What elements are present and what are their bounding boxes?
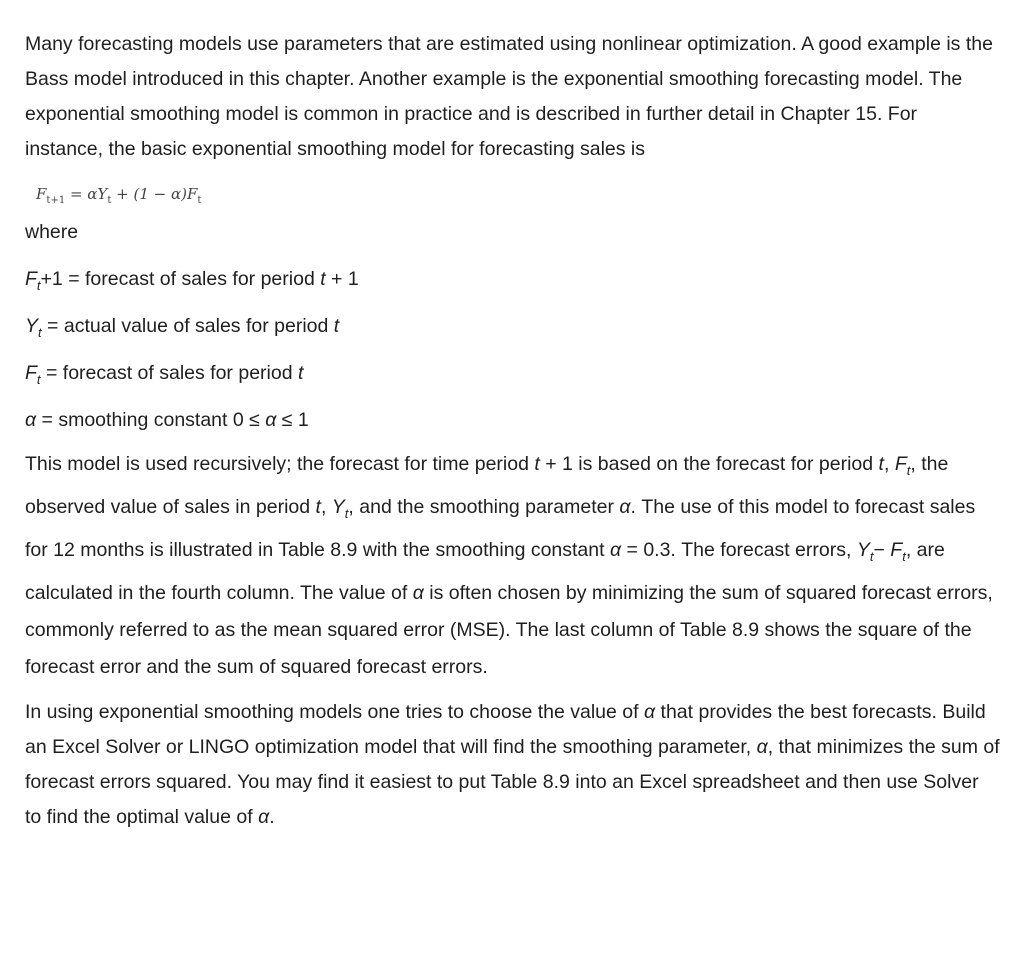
task-paragraph xyxy=(25,695,1000,835)
italic-sub: t xyxy=(902,548,906,564)
def-subscript: t xyxy=(36,371,41,387)
text-span: , that minimizes the sum of forecast errors squared. You may find it easiest to put Table 8.9 into an Excel spreadsheet and then use Solver to find the optimal value of xyxy=(25,735,1000,828)
def-var: t xyxy=(297,362,304,384)
def-text: = forecast of sales for period xyxy=(40,362,298,384)
text-span: , xyxy=(883,453,895,475)
italic-var: F xyxy=(894,453,907,475)
intro-paragraph: Many forecasting models use parameters that are estimated using nonlinear optimization. A good example is the Bass model introduced in this chapter. Another example is the exponential smoothing forecasting model. The exponential smoothing model is common in practice and is described in further detail in Chapter 15. For instance, the basic exponential smoothing model for forecasting sales is xyxy=(25,33,993,160)
recursive-model-paragraph xyxy=(25,446,1000,686)
def-symbol: F xyxy=(25,268,37,290)
definition-smoothing-constant xyxy=(25,405,1024,435)
text-span: is often chosen by minimizing the sum of squared forecast errors, commonly referred to as the mean squared error (MSE). The last column of Table 8.9 shows the square of the forecast error and the sum of squared forecast errors. xyxy=(25,581,993,678)
formula-sub-t1: t+1 xyxy=(46,195,66,206)
italic-var: α xyxy=(258,805,270,828)
italic-var: F xyxy=(890,538,903,561)
text-span: . The use of this model to forecast sales for 12 months is illustrated in Table 8.9 with the smoothing constant xyxy=(25,495,976,561)
formula-eq: = αY xyxy=(65,185,108,203)
italic-var: t xyxy=(315,495,321,518)
def-var: t xyxy=(333,315,340,337)
text-span: , are calculated in the fourth column. The value of xyxy=(25,538,945,604)
italic-var: α xyxy=(643,700,656,723)
text-span: + 1 is based on the forecast for period xyxy=(539,453,879,475)
def-var: t xyxy=(320,268,326,290)
def-symbol: F xyxy=(25,362,37,384)
def-symbol: α xyxy=(25,409,37,431)
def-subscript: t xyxy=(36,277,41,293)
text-span: , xyxy=(320,495,332,518)
italic-sub: t xyxy=(344,505,349,521)
italic-var: α xyxy=(609,538,622,561)
italic-sub: t xyxy=(906,462,911,478)
def-tail: + 1 xyxy=(325,268,359,290)
italic-sub: t xyxy=(869,548,874,564)
def-var: α xyxy=(265,409,277,431)
definition-forecast-current xyxy=(25,358,1024,388)
text-span: This model is used recursively; the forecast for time period xyxy=(25,453,535,475)
text-span: , the observed value of sales in period xyxy=(25,453,949,518)
def-subscript: t xyxy=(38,324,42,340)
italic-var: t xyxy=(534,453,540,475)
where-label: where xyxy=(25,221,79,243)
italic-var: Y xyxy=(856,538,870,561)
def-text: = smoothing constant 0 ≤ xyxy=(36,409,266,431)
italic-var: α xyxy=(756,735,768,758)
text-span: that provides the best forecasts. Build an Excel Solver or LINGO optimization model that will find the smoothing parameter, xyxy=(25,700,986,758)
text-span: In using exponential smoothing models one tries to choose the value of xyxy=(25,700,644,723)
formula-sub-t2: t xyxy=(197,195,202,206)
def-symbol: Y xyxy=(25,315,39,337)
def-text: +1 = forecast of sales for period xyxy=(40,268,321,290)
def-tail: ≤ 1 xyxy=(276,409,309,431)
definition-forecast-next xyxy=(25,264,1024,294)
def-text: = actual value of sales for period xyxy=(41,315,334,337)
italic-var: Y xyxy=(331,495,345,518)
formula-F: F xyxy=(36,185,47,203)
formula-mid: + (1 − α)F xyxy=(111,185,198,203)
italic-var: α xyxy=(619,495,631,518)
text-span: . xyxy=(269,805,275,828)
text-span: , and the smoothing parameter xyxy=(348,495,620,518)
text-span: − xyxy=(873,538,891,561)
exponential-smoothing-formula xyxy=(36,179,1024,209)
text-span: = 0.3. The forecast errors, xyxy=(621,538,857,561)
definition-actual-value xyxy=(25,311,1024,341)
formula-sub-t: t xyxy=(107,195,112,206)
italic-var: α xyxy=(412,581,424,604)
italic-var: t xyxy=(878,453,884,475)
